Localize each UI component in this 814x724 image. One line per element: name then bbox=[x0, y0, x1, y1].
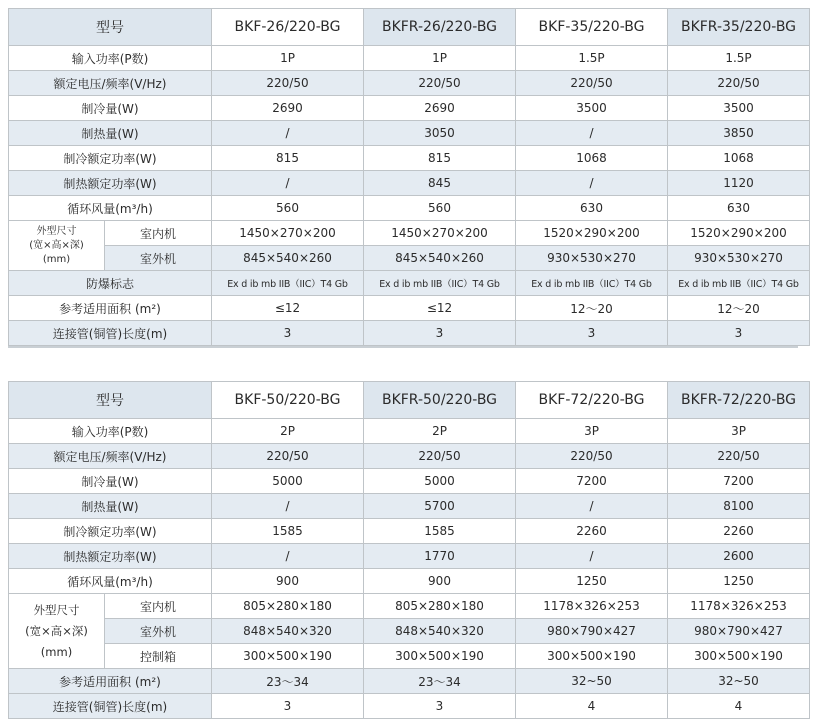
row-label: 制热量(W) bbox=[9, 494, 212, 519]
row-label: 制冷量(W) bbox=[9, 469, 212, 494]
table-row bbox=[9, 669, 810, 694]
cell-value: 3P bbox=[668, 419, 810, 444]
table-divider bbox=[8, 346, 798, 348]
cell-value: 220/50 bbox=[668, 444, 810, 469]
cell-value: 8100 bbox=[668, 494, 810, 519]
table-row bbox=[9, 444, 810, 469]
cell-value: 3P bbox=[516, 419, 668, 444]
cell-value: 5700 bbox=[364, 494, 516, 519]
cell-value: 2P bbox=[364, 419, 516, 444]
cell-value: 7200 bbox=[668, 469, 810, 494]
cell-value: 1250 bbox=[516, 569, 668, 594]
model-name: BKF-35/220-BG bbox=[516, 9, 668, 46]
table-row bbox=[9, 619, 810, 644]
cell-value: 2600 bbox=[668, 544, 810, 569]
cell-value: 5000 bbox=[212, 469, 364, 494]
table-row bbox=[9, 544, 810, 569]
cell-value: 3500 bbox=[516, 96, 668, 121]
cell-value: 2260 bbox=[516, 519, 668, 544]
dimensions-label: 外型尺寸 (宽×高×深) (mm) bbox=[9, 221, 105, 271]
cell-value: 1178×326×253 bbox=[668, 594, 810, 619]
table-row bbox=[9, 46, 810, 71]
row-label: 防爆标志 bbox=[9, 271, 212, 296]
row-label: 制冷量(W) bbox=[9, 96, 212, 121]
cell-value: 220/50 bbox=[364, 71, 516, 96]
cell-value: 12～20 bbox=[668, 296, 810, 321]
table-row bbox=[9, 221, 810, 246]
table-row bbox=[9, 96, 810, 121]
cell-value: 560 bbox=[364, 196, 516, 221]
cell-value: 1P bbox=[212, 46, 364, 71]
row-label: 制热额定功率(W) bbox=[9, 171, 212, 196]
row-label: 循环风量(m³/h) bbox=[9, 196, 212, 221]
table-row bbox=[9, 71, 810, 96]
cell-value: 1250 bbox=[668, 569, 810, 594]
cell-value: 12～20 bbox=[516, 296, 668, 321]
row-label: 制冷额定功率(W) bbox=[9, 146, 212, 171]
model-header: 型号 bbox=[9, 382, 212, 419]
row-label: 制冷额定功率(W) bbox=[9, 519, 212, 544]
cell-value: 930×530×270 bbox=[516, 246, 668, 271]
cell-value: Ex d ib mb IIB（IIC）T4 Gb bbox=[668, 271, 810, 296]
cell-value: 220/50 bbox=[516, 444, 668, 469]
cell-value: 23～34 bbox=[212, 669, 364, 694]
cell-value: 845×540×260 bbox=[364, 246, 516, 271]
cell-value: 1120 bbox=[668, 171, 810, 196]
cell-value: / bbox=[212, 121, 364, 146]
cell-value: 32~50 bbox=[668, 669, 810, 694]
cell-value: 900 bbox=[364, 569, 516, 594]
row-label: 循环风量(m³/h) bbox=[9, 569, 212, 594]
cell-value: 1P bbox=[364, 46, 516, 71]
cell-value: 23～34 bbox=[364, 669, 516, 694]
model-name: BKFR-35/220-BG bbox=[668, 9, 810, 46]
cell-value: 815 bbox=[364, 146, 516, 171]
table-row bbox=[9, 121, 810, 146]
cell-value: 848×540×320 bbox=[212, 619, 364, 644]
cell-value: 845×540×260 bbox=[212, 246, 364, 271]
cell-value: Ex d ib mb IIB（IIC）T4 Gb bbox=[364, 271, 516, 296]
row-label: 连接管(铜管)长度(m) bbox=[9, 694, 212, 719]
cell-value: / bbox=[516, 121, 668, 146]
cell-value: 1450×270×200 bbox=[364, 221, 516, 246]
unit-label: 控制箱 bbox=[105, 644, 212, 669]
cell-value: 1585 bbox=[212, 519, 364, 544]
unit-label: 室外机 bbox=[105, 619, 212, 644]
cell-value: 1520×290×200 bbox=[516, 221, 668, 246]
cell-value: 805×280×180 bbox=[364, 594, 516, 619]
cell-value: 3 bbox=[668, 321, 810, 346]
cell-value: 1178×326×253 bbox=[516, 594, 668, 619]
cell-value: 1.5P bbox=[668, 46, 810, 71]
table-row bbox=[9, 694, 810, 719]
row-label: 制热量(W) bbox=[9, 121, 212, 146]
unit-label: 室内机 bbox=[105, 221, 212, 246]
cell-value: 1068 bbox=[668, 146, 810, 171]
table-header-row bbox=[9, 9, 810, 46]
cell-value: 1.5P bbox=[516, 46, 668, 71]
table-row bbox=[9, 419, 810, 444]
table-row bbox=[9, 569, 810, 594]
cell-value: 805×280×180 bbox=[212, 594, 364, 619]
cell-value: 1585 bbox=[364, 519, 516, 544]
cell-value: 3 bbox=[364, 321, 516, 346]
row-label: 额定电压/频率(V/Hz) bbox=[9, 444, 212, 469]
cell-value: 7200 bbox=[516, 469, 668, 494]
cell-value: / bbox=[516, 171, 668, 196]
model-header: 型号 bbox=[9, 9, 212, 46]
cell-value: 848×540×320 bbox=[364, 619, 516, 644]
row-label: 制热额定功率(W) bbox=[9, 544, 212, 569]
cell-value: 1770 bbox=[364, 544, 516, 569]
table-row bbox=[9, 171, 810, 196]
table-row bbox=[9, 321, 810, 346]
cell-value: 220/50 bbox=[364, 444, 516, 469]
cell-value: 2690 bbox=[212, 96, 364, 121]
table-row bbox=[9, 246, 810, 271]
cell-value: ≤12 bbox=[364, 296, 516, 321]
row-label: 参考适用面积 (m²) bbox=[9, 669, 212, 694]
cell-value: 3 bbox=[212, 321, 364, 346]
cell-value: 32~50 bbox=[516, 669, 668, 694]
cell-value: 3 bbox=[516, 321, 668, 346]
cell-value: 3850 bbox=[668, 121, 810, 146]
cell-value: 220/50 bbox=[516, 71, 668, 96]
cell-value: 220/50 bbox=[212, 71, 364, 96]
row-label: 参考适用面积 (m²) bbox=[9, 296, 212, 321]
spec-table-2 bbox=[8, 381, 810, 719]
cell-value: / bbox=[212, 494, 364, 519]
cell-value: 930×530×270 bbox=[668, 246, 810, 271]
cell-value: Ex d ib mb IIB（IIC）T4 Gb bbox=[516, 271, 668, 296]
model-name: BKFR-50/220-BG bbox=[364, 382, 516, 419]
table-row bbox=[9, 594, 810, 619]
table-row bbox=[9, 494, 810, 519]
cell-value: 220/50 bbox=[668, 71, 810, 96]
model-name: BKF-50/220-BG bbox=[212, 382, 364, 419]
cell-value: 3050 bbox=[364, 121, 516, 146]
table-row bbox=[9, 296, 810, 321]
table-row bbox=[9, 519, 810, 544]
cell-value: 560 bbox=[212, 196, 364, 221]
table-row bbox=[9, 196, 810, 221]
row-label: 输入功率(P数) bbox=[9, 46, 212, 71]
row-label: 额定电压/频率(V/Hz) bbox=[9, 71, 212, 96]
cell-value: 1520×290×200 bbox=[668, 221, 810, 246]
cell-value: / bbox=[212, 544, 364, 569]
model-name: BKFR-26/220-BG bbox=[364, 9, 516, 46]
cell-value: / bbox=[212, 171, 364, 196]
model-name: BKF-26/220-BG bbox=[212, 9, 364, 46]
cell-value: Ex d ib mb IIB（IIC）T4 Gb bbox=[212, 271, 364, 296]
cell-value: 4 bbox=[516, 694, 668, 719]
cell-value: 300×500×190 bbox=[668, 644, 810, 669]
cell-value: 900 bbox=[212, 569, 364, 594]
cell-value: 300×500×190 bbox=[516, 644, 668, 669]
table-row bbox=[9, 271, 810, 296]
model-name: BKF-72/220-BG bbox=[516, 382, 668, 419]
row-label: 连接管(铜管)长度(m) bbox=[9, 321, 212, 346]
cell-value: 1450×270×200 bbox=[212, 221, 364, 246]
cell-value: 630 bbox=[668, 196, 810, 221]
unit-label: 室内机 bbox=[105, 594, 212, 619]
cell-value: ≤12 bbox=[212, 296, 364, 321]
cell-value: 1068 bbox=[516, 146, 668, 171]
cell-value: 5000 bbox=[364, 469, 516, 494]
cell-value: 3 bbox=[364, 694, 516, 719]
cell-value: 300×500×190 bbox=[364, 644, 516, 669]
row-label: 输入功率(P数) bbox=[9, 419, 212, 444]
unit-label: 室外机 bbox=[105, 246, 212, 271]
table-row bbox=[9, 146, 810, 171]
cell-value: 630 bbox=[516, 196, 668, 221]
cell-value: 980×790×427 bbox=[516, 619, 668, 644]
dimensions-label: 外型尺寸 (宽×高×深) (mm) bbox=[9, 594, 105, 669]
cell-value: 980×790×427 bbox=[668, 619, 810, 644]
cell-value: 815 bbox=[212, 146, 364, 171]
table-row bbox=[9, 644, 810, 669]
model-name: BKFR-72/220-BG bbox=[668, 382, 810, 419]
cell-value: 3 bbox=[212, 694, 364, 719]
table-row bbox=[9, 469, 810, 494]
table-header-row bbox=[9, 382, 810, 419]
cell-value: 3500 bbox=[668, 96, 810, 121]
cell-value: 220/50 bbox=[212, 444, 364, 469]
cell-value: 2690 bbox=[364, 96, 516, 121]
cell-value: 4 bbox=[668, 694, 810, 719]
cell-value: 2260 bbox=[668, 519, 810, 544]
cell-value: / bbox=[516, 494, 668, 519]
cell-value: 845 bbox=[364, 171, 516, 196]
cell-value: 2P bbox=[212, 419, 364, 444]
cell-value: 300×500×190 bbox=[212, 644, 364, 669]
spec-table-1 bbox=[8, 8, 810, 346]
cell-value: / bbox=[516, 544, 668, 569]
